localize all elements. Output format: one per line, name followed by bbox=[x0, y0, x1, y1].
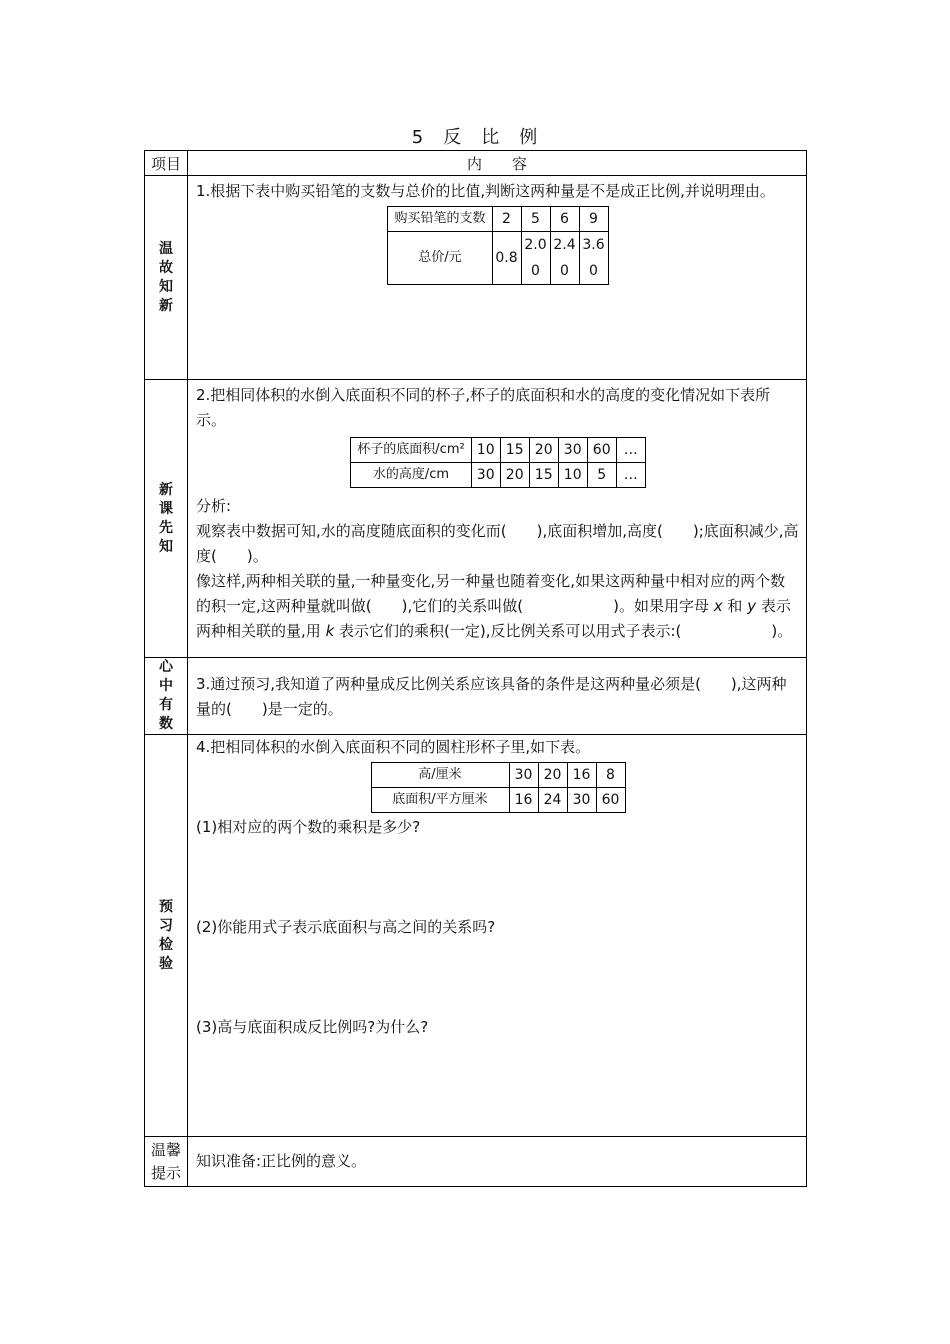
cup-table bbox=[350, 437, 645, 488]
cup-area-cell: … bbox=[616, 438, 645, 463]
cup-height-cell: … bbox=[616, 463, 645, 488]
cylinder-height-label: 高/厘米 bbox=[371, 763, 509, 788]
section-label-mindset: 心 中 有 数 bbox=[145, 658, 188, 735]
section-label-check: 预 习 检 验 bbox=[145, 735, 188, 1137]
pencil-count-cell: 9 bbox=[579, 207, 608, 232]
section-content-preview bbox=[188, 380, 807, 658]
variable-x: x bbox=[713, 597, 723, 615]
pencil-price-label: 总价/元 bbox=[388, 232, 492, 285]
section-tip bbox=[145, 1137, 807, 1187]
page-title: 5 反 比 例 bbox=[411, 127, 539, 148]
cylinder-height-cell: 16 bbox=[567, 763, 596, 788]
cylinder-area-label: 底面积/平方厘米 bbox=[371, 788, 509, 813]
header-row bbox=[145, 151, 807, 176]
section-mindset bbox=[145, 658, 807, 735]
variable-k: k bbox=[325, 622, 335, 640]
header-content: 内 容 bbox=[188, 151, 807, 176]
pencil-price-cell: 2.4 0 bbox=[550, 232, 579, 285]
cup-height-cell: 10 bbox=[558, 463, 587, 488]
pencil-table bbox=[387, 206, 608, 285]
cup-area-cell: 10 bbox=[471, 438, 500, 463]
sub-question-3: (3)高与底面积成反比例吗?为什么? bbox=[196, 1018, 429, 1036]
analysis-title: 分析: bbox=[196, 497, 232, 515]
pencil-count-cell: 6 bbox=[550, 207, 579, 232]
pencil-count-label: 购买铅笔的支数 bbox=[388, 207, 492, 232]
cup-height-cell: 20 bbox=[500, 463, 529, 488]
cup-area-cell: 15 bbox=[500, 438, 529, 463]
cylinder-area-cell: 60 bbox=[596, 788, 625, 813]
cup-height-cell: 5 bbox=[587, 463, 616, 488]
pencil-count-cell: 5 bbox=[521, 207, 550, 232]
cylinder-height-cell: 20 bbox=[538, 763, 567, 788]
question-1: 1.根据下表中购买铅笔的支数与总价的比值,判断这两种量是不是成正比例,并说明理由。 bbox=[196, 182, 775, 200]
section-label-preview: 新 课 先 知 bbox=[145, 380, 188, 658]
question-3: 3.通过预习,我知道了两种量成反比例关系应该具备的条件是这两种量必须是( ),这两种量的( )是一定的。 bbox=[196, 675, 787, 718]
cup-area-cell: 20 bbox=[529, 438, 558, 463]
section-content-check bbox=[188, 735, 807, 1137]
cup-height-label: 水的高度/cm bbox=[351, 463, 471, 488]
section-label-tip: 温馨 提示 bbox=[145, 1137, 188, 1187]
section-content-tip bbox=[188, 1137, 807, 1187]
analysis-paragraph-1: 观察表中数据可知,水的高度随底面积的变化而( ),底面积增加,高度( );底面积减少,高度( )。 bbox=[196, 522, 799, 565]
header-item: 项目 bbox=[145, 151, 188, 176]
question-4: 4.把相同体积的水倒入底面积不同的圆柱形杯子里,如下表。 bbox=[196, 738, 591, 756]
section-label-review: 温 故 知 新 bbox=[145, 176, 188, 380]
section-preview bbox=[145, 380, 807, 658]
section-check bbox=[145, 735, 807, 1137]
cylinder-area-cell: 30 bbox=[567, 788, 596, 813]
cylinder-area-cell: 16 bbox=[509, 788, 538, 813]
section-content-review bbox=[188, 176, 807, 380]
cylinder-height-cell: 8 bbox=[596, 763, 625, 788]
cylinder-height-cell: 30 bbox=[509, 763, 538, 788]
cup-height-cell: 30 bbox=[471, 463, 500, 488]
cup-area-label: 杯子的底面积/cm² bbox=[351, 438, 471, 463]
sub-question-2: (2)你能用式子表示底面积与高之间的关系吗? bbox=[196, 918, 496, 936]
pencil-price-cell: 3.6 0 bbox=[579, 232, 608, 285]
tip-text: 知识准备:正比例的意义。 bbox=[196, 1152, 367, 1170]
section-review bbox=[145, 176, 807, 380]
cylinder-area-cell: 24 bbox=[538, 788, 567, 813]
variable-y: y bbox=[747, 597, 757, 615]
cup-height-cell: 15 bbox=[529, 463, 558, 488]
cup-area-cell: 30 bbox=[558, 438, 587, 463]
question-2: 2.把相同体积的水倒入底面积不同的杯子,杯子的底面积和水的高度的变化情况如下表所示。 bbox=[196, 386, 771, 429]
pencil-price-cell: 2.0 0 bbox=[521, 232, 550, 285]
pencil-price-cell: 0.8 bbox=[492, 232, 521, 285]
pencil-count-cell: 2 bbox=[492, 207, 521, 232]
worksheet-table bbox=[144, 150, 807, 1187]
cylinder-table bbox=[371, 762, 626, 813]
sub-question-1: (1)相对应的两个数的乘积是多少? bbox=[196, 818, 421, 836]
section-content-mindset bbox=[188, 658, 807, 735]
analysis-paragraph-2: 像这样,两种相关联的量,一种量变化,另一种量也随着变化,如果这两种量中相对应的两个数的积一定,这两种量就叫做( ),它们的关系叫做( )。如果用字母 x 和 y 表示两种相关联的量,用 k 表示它们的乘积(一定),反比例关系可以用式子表示:( )。 bbox=[196, 572, 793, 640]
cup-area-cell: 60 bbox=[587, 438, 616, 463]
